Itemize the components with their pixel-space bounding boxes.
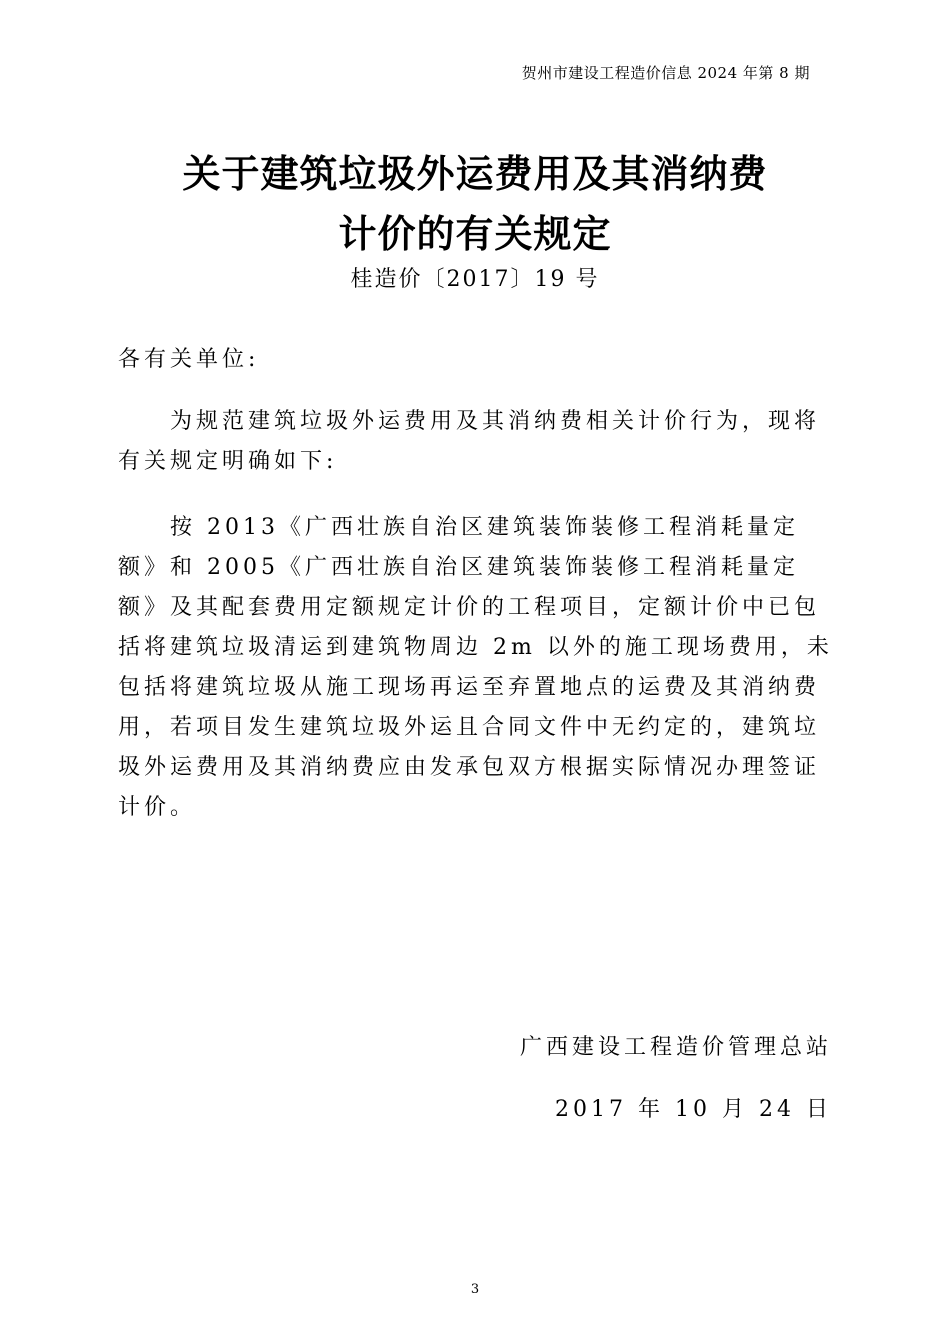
paragraph-main: 按 2013《广西壮族自治区建筑装饰装修工程消耗量定额》和 2005《广西壮族自治区建筑装饰装修工程消耗量定额》及其配套费用定额规定计价的工程项目，定额计价中已包括将建筑垃圾清运到建筑物周边 2m 以外的施工现场费用，未包括将建筑垃圾从施工现场再运至弃置地点的运费及其消纳费用，若项目发生建筑垃圾外运且合同文件中无约定的，建筑垃圾外运费用及其消纳费应由发承包双方根据实际情况办理签证计价。	[118, 515, 833, 820]
publication-header: 贺州市建设工程造价信息 2024 年第 8 期	[521, 64, 810, 82]
signature-date: 2017 年 10 月 24 日	[555, 1097, 832, 1122]
paragraph-intro: 为规范建筑垃圾外运费用及其消纳费相关计价行为，现将有关规定明确如下:	[118, 409, 821, 474]
signature-organization: 广西建设工程造价管理总站	[519, 1035, 832, 1060]
document-title-line-2: 计价的有关规定	[338, 211, 612, 256]
salutation: 各有关单位:	[118, 347, 260, 372]
document-title-line-1: 关于建筑垃圾外运费用及其消纳费	[182, 151, 768, 196]
document-number: 桂造价〔2017〕19 号	[350, 267, 600, 292]
page-number: 3	[470, 1282, 480, 1297]
